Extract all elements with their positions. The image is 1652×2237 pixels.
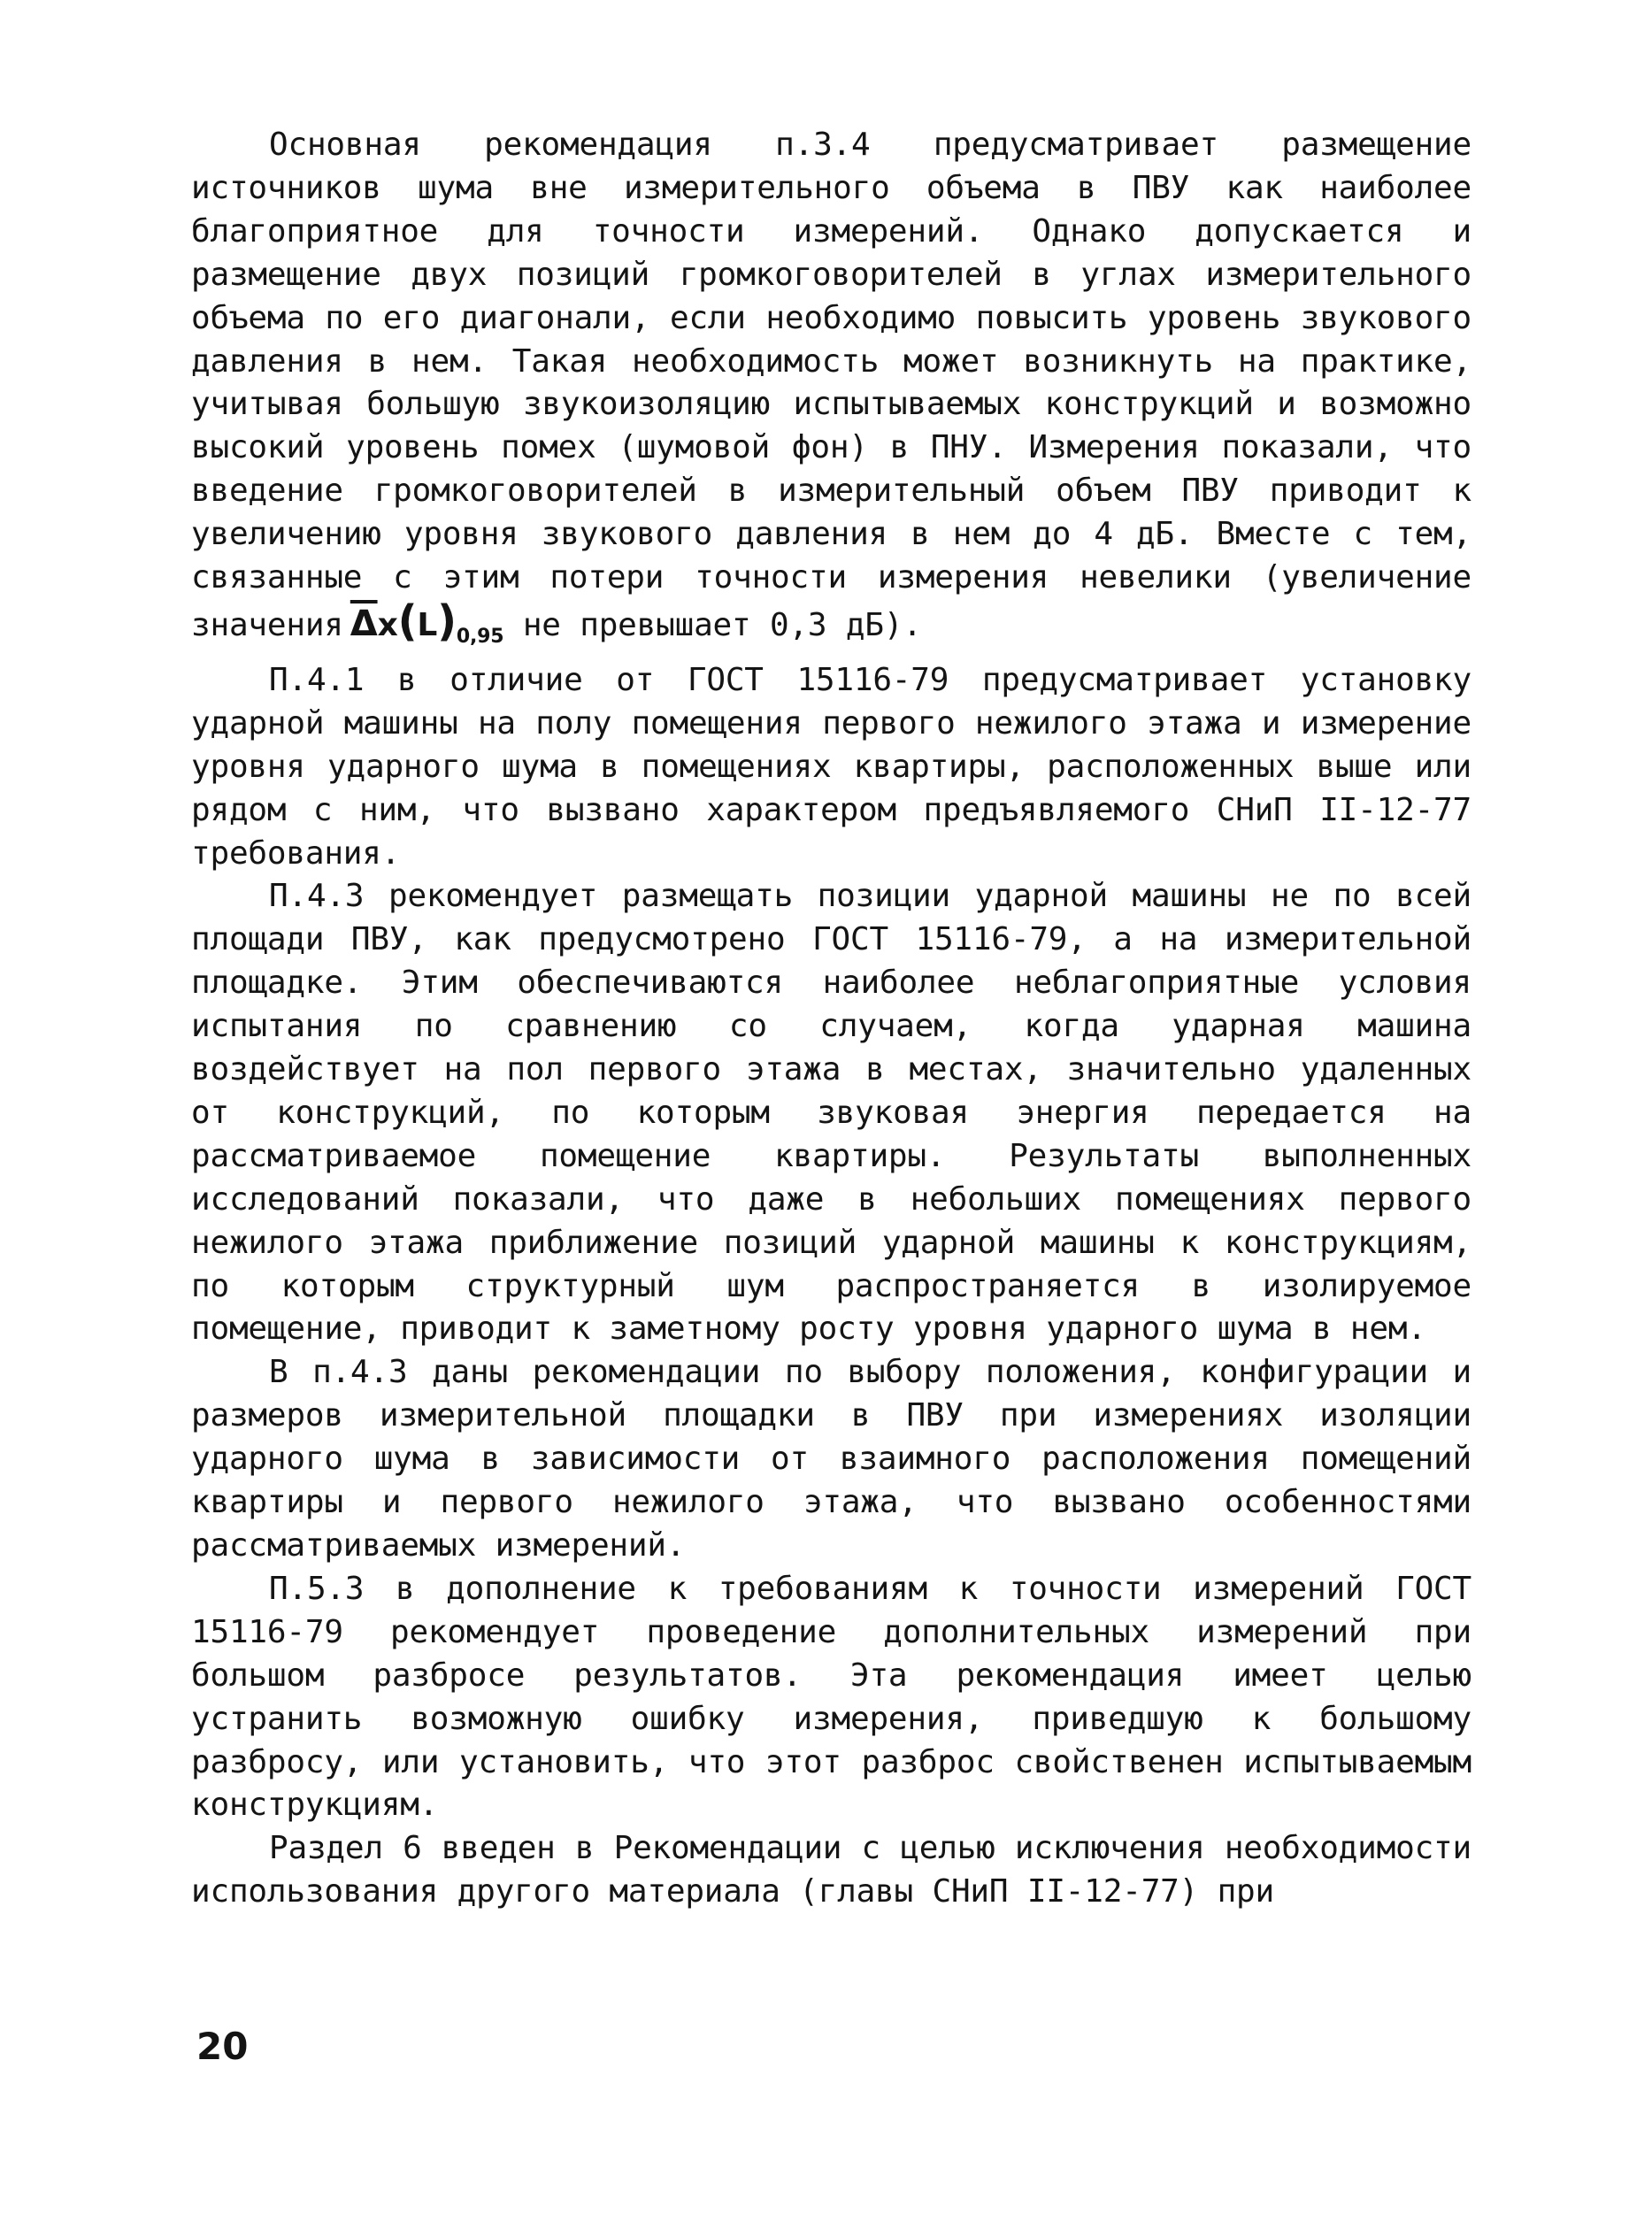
formula-delta: $\overline{\Delta}$	[350, 603, 378, 644]
delta-x-formula	[350, 596, 504, 659]
formula-close-paren: )	[437, 596, 457, 646]
formula-open-paren: (	[397, 596, 418, 646]
paragraph-measurement-area: В п.4.3 даны рекомендации по выбору положения, конфигурации и размеров измерительной площадки в ПВУ при измерениях изоляции ударного шума в зависимости от взаимного расположения помещений квартиры и первого нежилого этажа, что вызвано особенностями рассматриваемых измерений.	[191, 1354, 1471, 1564]
paragraph-section-6: Раздел 6 введен в Рекомендации с целью исключения необходимости использования другого материала (главы СНиП II-12-77) при	[191, 1830, 1471, 1910]
paragraph-p-4-3: П.4.3 рекомендует размещать позиции ударной машины не по всей площади ПВУ, как предусмотрено ГОСТ 15116-79, а на измерительной площадке. Этим обеспечиваются наиболее неблагоприятные условия испытания по сравнению со случаем, когда ударная машина воздействует на пол первого этажа в местах, значительно удаленных от конструкций, по которым звуковая энергия передается на рассматриваемое помещение квартиры. Результаты выполненных исследований показали, что даже в небольших помещениях первого нежилого этажа приближение позиций ударной машины к конструкциям, по которым структурный шум распространяется в изолируемое помещение, приводит к заметному росту уровня ударного шума в нем.	[191, 878, 1471, 1348]
page-number: 20	[196, 2025, 249, 2068]
page-body	[191, 124, 1471, 1914]
paragraph-p-5-3: П.5.3 в дополнение к требованиям к точности измерений ГОСТ 15116-79 рекомендует проведение дополнительных измерений при большом разбросе результатов. Эта рекомендация имеет целью устранить возможную ошибку измерения, приведшую к большому разбросу, или установить, что этот разброс свойственен испытываемым конструкциям.	[191, 1570, 1471, 1824]
formula-x: x	[377, 606, 398, 643]
paragraph-text: Основная рекомендация п.3.4 предусматривает размещение источников шума вне измерительного объема в ПВУ как наиболее благоприятное для точности измерений. Однако допускается и размещение двух позиций громкоговорителей в углах измерительного объема по его диагонали, если необходимо повысить уровень звукового давления в нем. Такая необходимость может возникнуть на практике, учитывая большую звукоизоляцию испытываемых конструкций и возможно высокий уровень помех (шумовой фон) в ПНУ. Измерения показали, что введение громкоговорителей в измерительный объем ПВУ приводит к увеличению уровня звукового давления в нем до 4 дБ. Вместе с тем, связанные с этим потери точности измерения невелики (увеличение значения	[191, 127, 1471, 643]
paragraph-main-recommendation	[191, 124, 1471, 659]
paragraph-p-4-1: П.4.1 в отличие от ГОСТ 15116-79 предусматривает установку ударной машины на полу помещения первого нежилого этажа и измерение уровня ударного шума в помещениях квартиры, расположенных выше или рядом с ним, что вызвано характером предъявляемого СНиП II-12-77 требования.	[191, 661, 1471, 872]
formula-subscript: 0,95	[456, 625, 504, 648]
paragraph-text-end: не превышает 0,3 дБ).	[522, 606, 922, 643]
formula-argument: L	[417, 606, 438, 643]
